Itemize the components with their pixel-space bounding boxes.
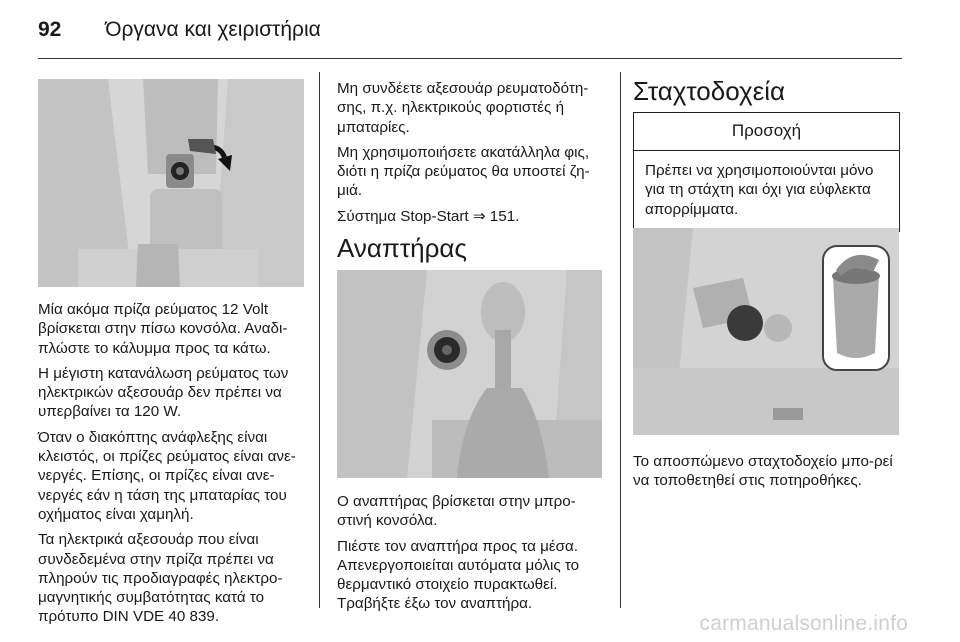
watermark: carmanualsonline.info [699,612,908,635]
page-header [38,18,321,42]
left-column-text [38,300,310,633]
section-title: Όργανα και χειριστήρια [105,18,321,41]
cigarette-lighter-heading: Αναπτήρας [337,233,467,263]
middle-column-text-top [337,79,607,232]
ashtray-illustration [633,228,899,435]
caution-title: Προσοχή [634,113,899,151]
caution-text: Πρέπει να χρησιμοποιούνται μόνο για τη στάχτη και όχι για εύφλεκτα απορρίμματα. [645,162,874,218]
paragraph: Μη χρησιμοποιήσετε ακατάλληλα φις, διότι η πρίζα ρεύματος θα υποστεί ζη-μιά. [337,143,590,200]
cigarette-lighter-illustration [337,270,602,478]
paragraph: Μία ακόμα πρίζα ρεύματος 12 Volt βρίσκεται στην πίσω κονσόλα. Αναδι-πλώστε το κάλυμμα προς τα κάτω. [38,301,288,357]
paragraph: Μη συνδέετε αξεσουάρ ρευματοδότη-σης, π.χ. ηλεκτρικούς φορτιστές ή μπαταρίες. [337,80,589,136]
paragraph: Σύστημα Stop-Start ⇒ 151. [337,207,520,225]
page-number: 92 [38,18,62,41]
column-divider-1 [319,72,320,608]
column-divider-2 [620,72,621,608]
paragraph: Η μέγιστη κατανάλωση ρεύματος των ηλεκτρικών αξεσουάρ δεν πρέπει να υπερβαίνει τα 120 W. [38,364,289,421]
rear-console-socket-illustration [38,79,304,287]
paragraph: Όταν ο διακόπτης ανάφλεξης είναι κλειστός, οι πρίζες ρεύματος είναι ανε-νεργές. Επίσης, οι πρίζες είναι ανε-νεργές εάν η τάση της μπαταρίας του οχήματος είναι χαμηλή. [38,428,296,523]
paragraph: Τα ηλεκτρικά αξεσουάρ που είναι συνδεδεμένα στην πρίζα πρέπει να πληρούν τις προδιαγραφές ηλεκτρο-μαγνητικής συμβατότητας κατά το πρότυπο DIN VDE 40 839. [38,531,283,626]
caution-box [633,112,900,232]
ashtray-caption [633,452,905,497]
middle-column-text-bottom [337,492,607,620]
header-rule [38,58,902,59]
paragraph: Πιέστε τον αναπτήρα προς τα μέσα. Απενεργοποιείται αυτόματα μόλις το θερμαντικό στοιχείο πυρακτωθεί. Τραβήξτε έξω τον αναπτήρα. [337,537,580,613]
paragraph: Το αποσπώμενο σταχτοδοχείο μπο-ρεί να τοποθετηθεί στις ποτηροθήκες. [633,453,893,490]
ashtrays-heading: Σταχτοδοχεία [633,76,786,106]
paragraph: Ο αναπτήρας βρίσκεται στην μπρο-στινή κονσόλα. [337,493,576,530]
